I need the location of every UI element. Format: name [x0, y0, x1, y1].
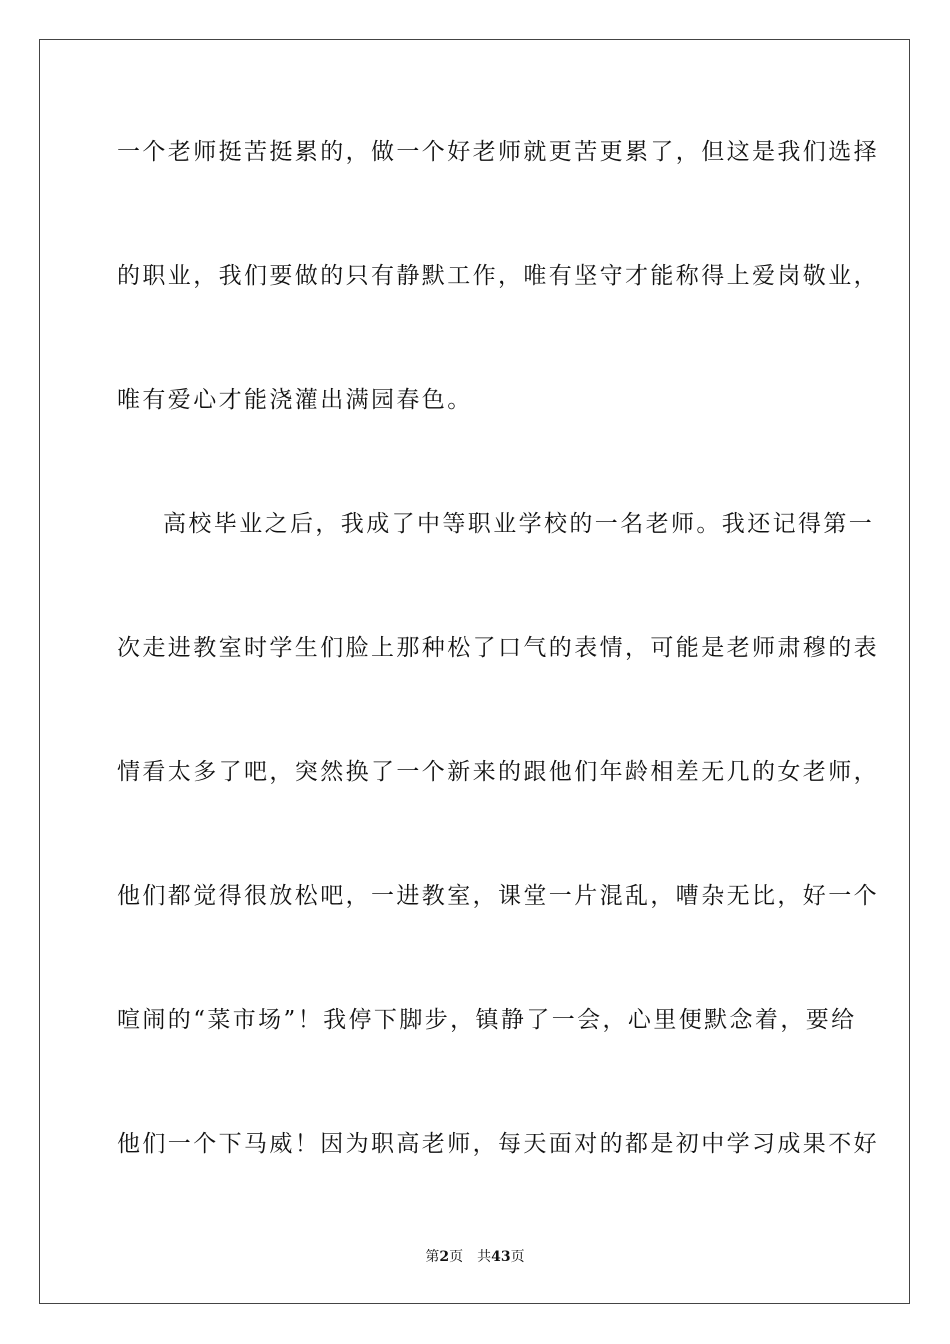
- text-line-2: 的职业，我们要做的只有静默工作，唯有坚守才能称得上爱岗敬业，: [117, 263, 879, 289]
- total-suffix: 页: [510, 1249, 525, 1265]
- page-footer: [0, 1248, 950, 1266]
- total-prefix: 共: [477, 1249, 492, 1265]
- page-total: 43: [491, 1249, 511, 1265]
- text-line-7: 他们都觉得很放松吧，一进教室，课堂一片混乱，嘈杂无比，好一个: [117, 883, 879, 909]
- text-line-1: 一个老师挺苦挺累的，做一个好老师就更苦更累了，但这是我们选择: [117, 139, 879, 165]
- page-suffix: 页: [449, 1249, 464, 1265]
- page-border: [39, 39, 910, 1304]
- page-prefix: 第: [425, 1249, 440, 1265]
- text-line-6: 情看太多了吧，突然换了一个新来的跟他们年龄相差无几的女老师，: [117, 759, 879, 785]
- text-line-3: 唯有爱心才能浇灌出满园春色。: [117, 387, 473, 413]
- text-line-5: 次走进教室时学生们脸上那种松了口气的表情，可能是老师肃穆的表: [117, 635, 879, 661]
- page-current: 2: [439, 1249, 450, 1265]
- text-line-9: 他们一个下马威！因为职高老师，每天面对的都是初中学习成果不好: [117, 1131, 879, 1157]
- text-line-4-paragraph-start: 高校毕业之后，我成了中等职业学校的一名老师。我还记得第一: [163, 511, 875, 537]
- text-line-8: 喧闹的“菜市场”！我停下脚步，镇静了一会，心里便默念着，要给: [117, 1007, 857, 1033]
